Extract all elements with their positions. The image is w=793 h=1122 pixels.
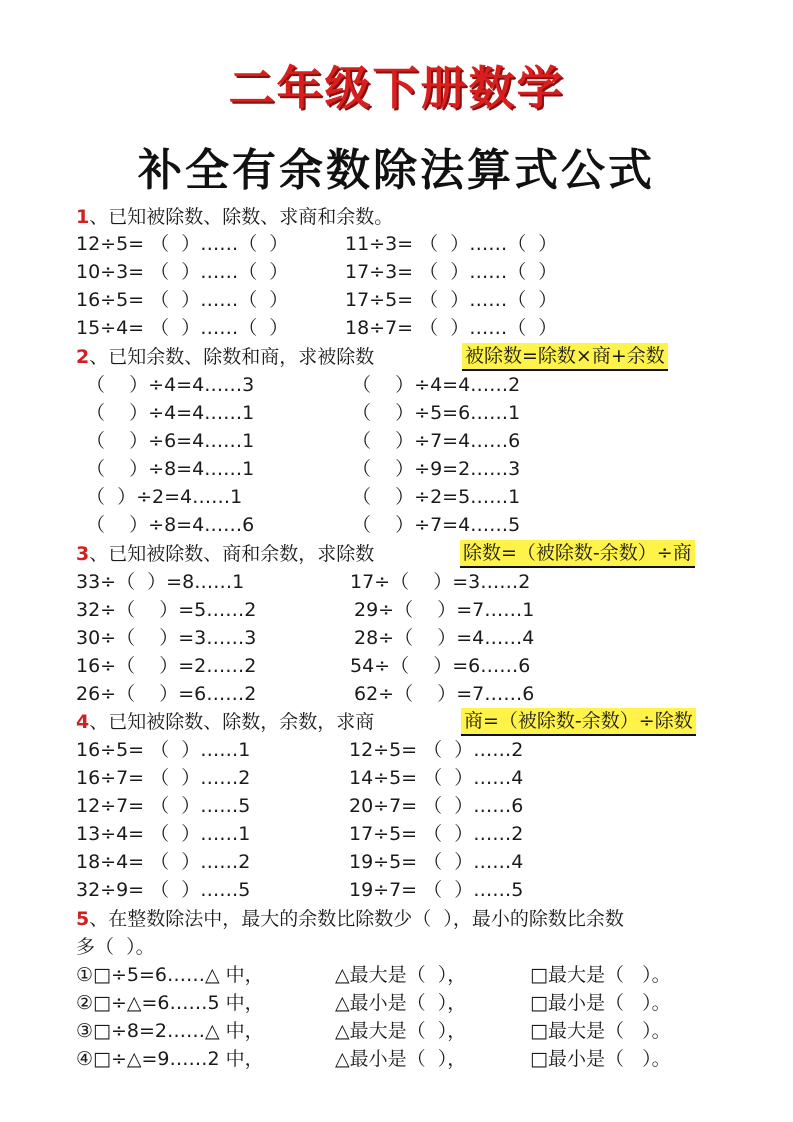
formula-highlight: 被除数=除数×商+余数 [462,343,668,371]
problem-blank: △最小是（ ）， [335,1048,467,1070]
problem: 17÷3= （ ）……（ ） [345,261,558,283]
section-heading-continued: 多（ ）。 [76,936,155,958]
problem: （ ）÷2=5……1 [352,486,521,508]
section-number: 1 [76,206,90,228]
section-4-heading [76,710,374,734]
problem: 10÷3= （ ）……（ ） [76,261,289,283]
problem: 26÷（ ）=6……2 [76,683,257,705]
problem: 11÷3= （ ）……（ ） [345,233,558,255]
section-heading-text: 、已知被除数、除数、求商和余数。 [89,206,394,228]
problem: ③□÷8=2……△ 中， [76,1020,264,1042]
problem: ①□÷5=6……△ 中， [76,964,264,986]
problem: 12÷7= （ ）……5 [76,795,251,817]
formula-highlight: 除数=（被除数-余数）÷商 [460,540,695,568]
problem: 29÷（ ）=7……1 [354,599,535,621]
section-heading-text: 、已知被除数、商和余数，求除数 [89,543,375,565]
problem: 16÷5= （ ）……（ ） [76,289,289,311]
problem: 32÷（ ）=5……2 [76,599,257,621]
problem: （ ）÷4=4……2 [352,374,521,396]
problem: 20÷7= （ ）……6 [349,795,524,817]
problem: 33÷（ ）=8……1 [76,571,245,593]
problem: （ ）÷7=4……6 [352,430,521,452]
problem: 15÷4= （ ）……（ ） [76,317,289,339]
problem: （ ）÷7=4……5 [352,514,521,536]
problem: 17÷（ ）=3……2 [350,571,531,593]
problem: （ ）÷9=2……3 [352,458,521,480]
problem: ②□÷△=6……5 中， [76,992,264,1014]
section-heading-text: 、已知余数、除数和商，求被除数 [89,346,375,368]
problem-blank: △最小是（ ）， [335,992,467,1014]
problem: （ ）÷8=4……1 [86,458,255,480]
problem-blank: □最大是（ ）。 [530,1020,671,1042]
section-number: 2 [76,346,90,368]
section-number: 3 [76,543,90,565]
problem: 17÷5= （ ）……（ ） [345,289,558,311]
problem: （ ）÷4=4……1 [86,402,255,424]
problem: 62÷（ ）=7……6 [354,683,535,705]
problem: 12÷5= （ ）……（ ） [76,233,289,255]
section-1-heading [76,205,393,229]
problem-blank: □最小是（ ）。 [530,1048,671,1070]
section-number: 4 [76,711,90,733]
problem-blank: □最大是（ ）。 [530,964,671,986]
problem-blank: □最小是（ ）。 [530,992,671,1014]
problem: （ ）÷5=6……1 [352,402,521,424]
problem: ④□÷△=9……2 中， [76,1048,264,1070]
problem: 18÷4= （ ）……2 [76,851,251,873]
formula-highlight: 商=（被除数-余数）÷除数 [461,708,696,736]
problem: 14÷5= （ ）……4 [349,767,524,789]
section-heading-text: 、在整数除法中，最大的余数比除数少（ ），最小的除数比余数 [89,908,624,930]
problem: （ ）÷2=4……1 [86,486,243,508]
problem: 30÷（ ）=3……3 [76,627,257,649]
problem: （ ）÷4=4……3 [86,374,255,396]
section-2-heading [76,345,374,369]
worksheet-title: 二年级下册数学 [228,61,565,115]
problem: 16÷5= （ ）……1 [76,739,251,761]
problem: 18÷7= （ ）……（ ） [345,317,558,339]
section-heading-text: 、已知被除数、除数，余数，求商 [89,711,375,733]
problem: 19÷5= （ ）……4 [349,851,524,873]
section-number: 5 [76,908,90,930]
worksheet-subtitle: 补全有余数除法算式公式 [138,145,655,196]
problem: 19÷7= （ ）……5 [349,879,524,901]
problem: 13÷4= （ ）……1 [76,823,251,845]
problem: 16÷（ ）=2……2 [76,655,257,677]
problem-blank: △最大是（ ）， [335,964,467,986]
problem: （ ）÷8=4……6 [86,514,255,536]
problem: 28÷（ ）=4……4 [354,627,535,649]
problem: （ ）÷6=4……1 [86,430,255,452]
problem: 17÷5= （ ）……2 [349,823,524,845]
section-5-heading [76,907,624,931]
problem: 12÷5= （ ）……2 [349,739,524,761]
problem: 32÷9= （ ）……5 [76,879,251,901]
problem-blank: △最大是（ ）， [335,1020,467,1042]
section-3-heading [76,542,374,566]
problem: 54÷（ ）=6……6 [350,655,531,677]
problem: 16÷7= （ ）……2 [76,767,251,789]
